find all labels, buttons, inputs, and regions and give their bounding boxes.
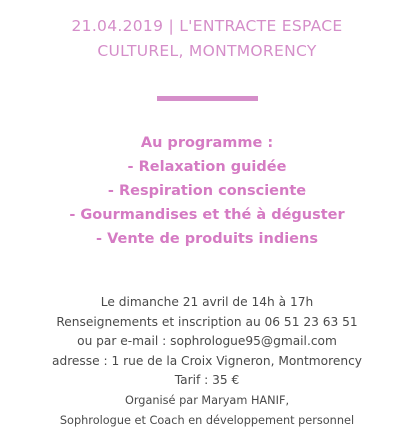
header-divider <box>157 96 258 101</box>
event-header <box>0 14 414 64</box>
event-email: ou par e-mail : sophrologue95@gmail.com <box>77 334 337 349</box>
event-address: adresse : 1 rue de la Croix Vigneron, Montmorency <box>51 353 363 368</box>
programme-item: - Relaxation guidée <box>127 159 287 175</box>
organizer-name: Organisé par Maryam HANIF, <box>124 393 290 407</box>
event-price: Tarif : 35 € <box>174 373 240 388</box>
programme-item: - Vente de produits indiens <box>96 231 318 247</box>
programme-title: Au programme : <box>140 135 274 151</box>
programme-section <box>0 131 414 251</box>
event-phone: Renseignements et inscription au 06 51 23 63 51 <box>56 314 358 329</box>
header-date-venue: 21.04.2019 | L'ENTRACTE ESPACE <box>71 17 343 35</box>
event-info <box>0 293 414 430</box>
organizer-title: Sophrologue et Coach en développement personnel <box>59 413 355 427</box>
programme-item: - Gourmandises et thé à déguster <box>69 207 345 223</box>
programme-item: - Respiration consciente <box>107 183 307 199</box>
event-date-time: Le dimanche 21 avril de 14h à 17h <box>100 295 314 309</box>
header-venue-city: CULTUREL, MONTMORENCY <box>97 42 317 60</box>
